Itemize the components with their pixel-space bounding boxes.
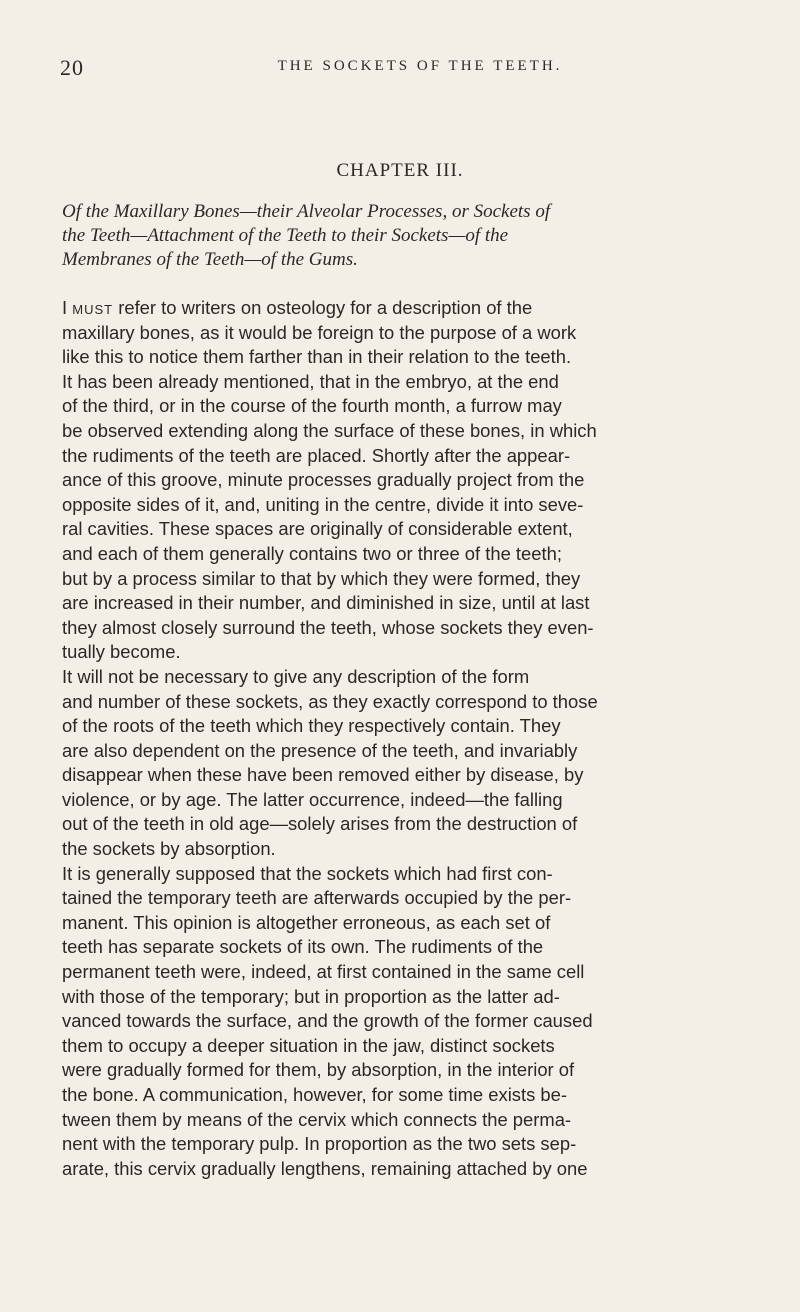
first-body-line: [62, 296, 742, 321]
body-line: It will not be necessary to give any description of the form: [62, 665, 530, 687]
chapter-heading: CHAPTER III.: [336, 160, 464, 181]
body-line: opposite sides of it, and, uniting in the centre, divide it into seve-: [62, 493, 584, 515]
body-line: the rudiments of the teeth are placed. Shortly after the appear-: [62, 444, 571, 466]
body-line: are also dependent on the presence of the teeth, and invariably: [62, 739, 578, 761]
body-line: It has been already mentioned, that in the embryo, at the end: [62, 370, 559, 392]
body-line: like this to notice them farther than in their relation to the teeth.: [62, 346, 572, 368]
first-line-rest: refer to writers on osteology for a description of the: [118, 297, 533, 318]
body-line: out of the teeth in old age—solely arises from the destruction of: [62, 813, 578, 835]
chapter-subtitle: [62, 200, 742, 272]
body-line: It is generally supposed that the sockets which had first con-: [62, 862, 553, 884]
body-line: were gradually formed for them, by absorption, in the interior of: [62, 1059, 575, 1081]
body-line: disappear when these have been removed either by disease, by: [62, 764, 584, 786]
body-line: with those of the temporary; but in proportion as the latter ad-: [62, 985, 560, 1007]
initial-word: I: [62, 297, 68, 318]
running-title: THE SOCKETS OF THE TEETH.: [277, 58, 563, 74]
subtitle-line: the Teeth—Attachment of the Teeth to their Sockets—of the: [62, 225, 509, 246]
body-line: tween them by means of the cervix which connects the perma-: [62, 1108, 572, 1130]
body-text: [62, 296, 742, 1181]
initial-word-rest: must: [72, 297, 114, 318]
body-line: and each of them generally contains two or three of the teeth;: [62, 542, 562, 564]
body-line: tained the temporary teeth are afterwards occupied by the per-: [62, 887, 572, 909]
body-line: ral cavities. These spaces are originally of considerable extent,: [62, 518, 573, 540]
body-line: maxillary bones, as it would be foreign to the purpose of a work: [62, 321, 577, 343]
body-line: them to occupy a deeper situation in the jaw, distinct sockets: [62, 1034, 555, 1056]
body-line: tually become.: [62, 641, 181, 663]
body-line: and number of these sockets, as they exactly correspond to those: [62, 690, 598, 712]
body-line: vanced towards the surface, and the growth of the former caused: [62, 1010, 593, 1032]
body-line: violence, or by age. The latter occurrence, indeed—the falling: [62, 788, 563, 810]
body-line: the sockets by absorption.: [62, 838, 276, 860]
body-line: nent with the temporary pulp. In proportion as the two sets sep-: [62, 1133, 577, 1155]
subtitle-line: Of the Maxillary Bones—their Alveolar Processes, or Sockets of: [62, 201, 551, 222]
body-line: are increased in their number, and diminished in size, until at last: [62, 592, 590, 614]
body-line: of the roots of the teeth which they respectively contain. They: [62, 715, 561, 737]
subtitle-line: Membranes of the Teeth—of the Gums.: [62, 249, 358, 270]
body-line: arate, this cervix gradually lengthens, remaining attached by one: [62, 1157, 588, 1179]
running-head: [60, 55, 740, 85]
body-line: manent. This opinion is altogether erroneous, as each set of: [62, 911, 551, 933]
body-line: permanent teeth were, indeed, at first contained in the same cell: [62, 961, 585, 983]
body-line: teeth has separate sockets of its own. The rudiments of the: [62, 936, 544, 958]
body-line: of the third, or in the course of the fourth month, a furrow may: [62, 395, 562, 417]
body-line: the bone. A communication, however, for some time exists be-: [62, 1084, 567, 1105]
body-line: they almost closely surround the teeth, whose sockets they even-: [62, 616, 594, 638]
body-line: but by a process similar to that by which they were formed, they: [62, 567, 581, 589]
body-line: ance of this groove, minute processes gradually project from the: [62, 469, 585, 491]
body-line: be observed extending along the surface of these bones, in which: [62, 419, 597, 441]
page-number: 20: [60, 55, 84, 80]
